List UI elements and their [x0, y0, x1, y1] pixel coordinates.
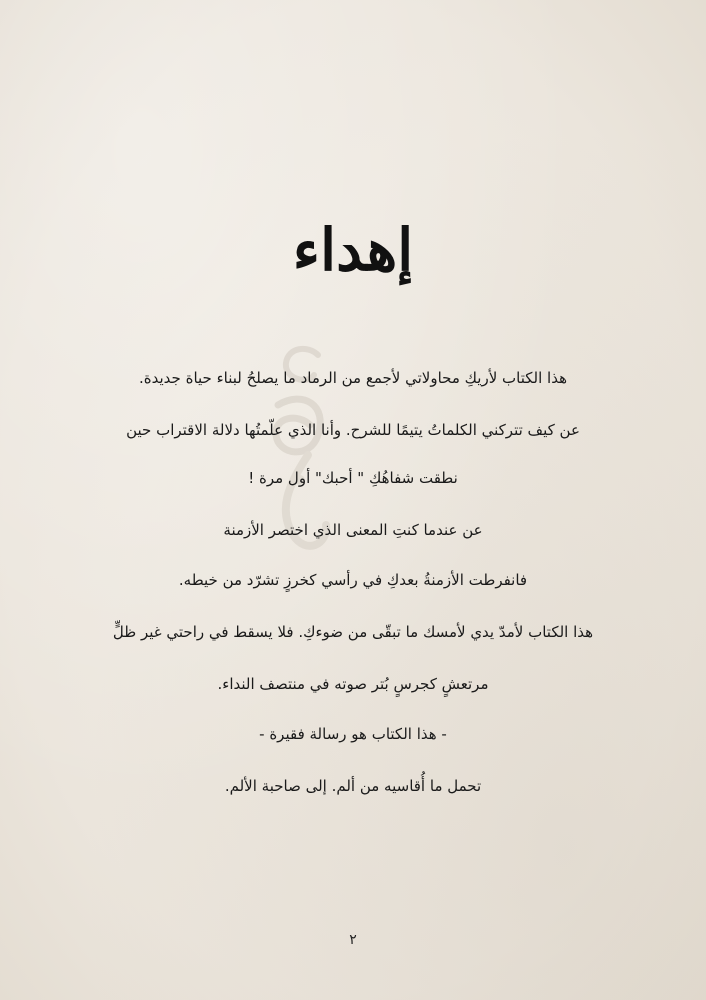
- page-number: ٢: [349, 932, 357, 948]
- dedication-line-7: مرتعشٍ كجرسٍ بُتر صوته في منتصف النداء.: [217, 675, 489, 693]
- dedication-line-2: عن كيف تتركني الكلماتُ يتيمًا للشرح. وأنا الذي علّمتُها دلالة الاقتراب حين: [126, 421, 580, 439]
- dedication-line-8: - هذا الكتاب هو رسالة فقيرة -: [259, 725, 447, 743]
- page-title: إهداء: [292, 216, 414, 284]
- dedication-line-3: نطقت شفاهُكِ " أحبك" أول مرة !: [248, 469, 458, 487]
- dedication-line-1: هذا الكتاب لأريكِ محاولاتي لأجمع من الرماد ما يصلحُ لبناء حياة جديدة.: [139, 369, 567, 387]
- dedication-line-4: عن عندما كنتِ المعنى الذي اختصر الأزمنة: [223, 521, 483, 539]
- dedication-line-9: تحمل ما أُقاسيه من ألم. إلى صاحبة الألم.: [224, 777, 482, 795]
- dedication-line-6: هذا الكتاب لأمدّ يدي لأمسك ما تبقّى من ضوءكِ. فلا يسقط في راحتي غير ظلٍّ: [112, 623, 594, 641]
- dedication-line-5: فانفرطت الأزمنةُ بعدكِ في رأسي كخرزٍ تشرّد من خيطه.: [178, 571, 528, 589]
